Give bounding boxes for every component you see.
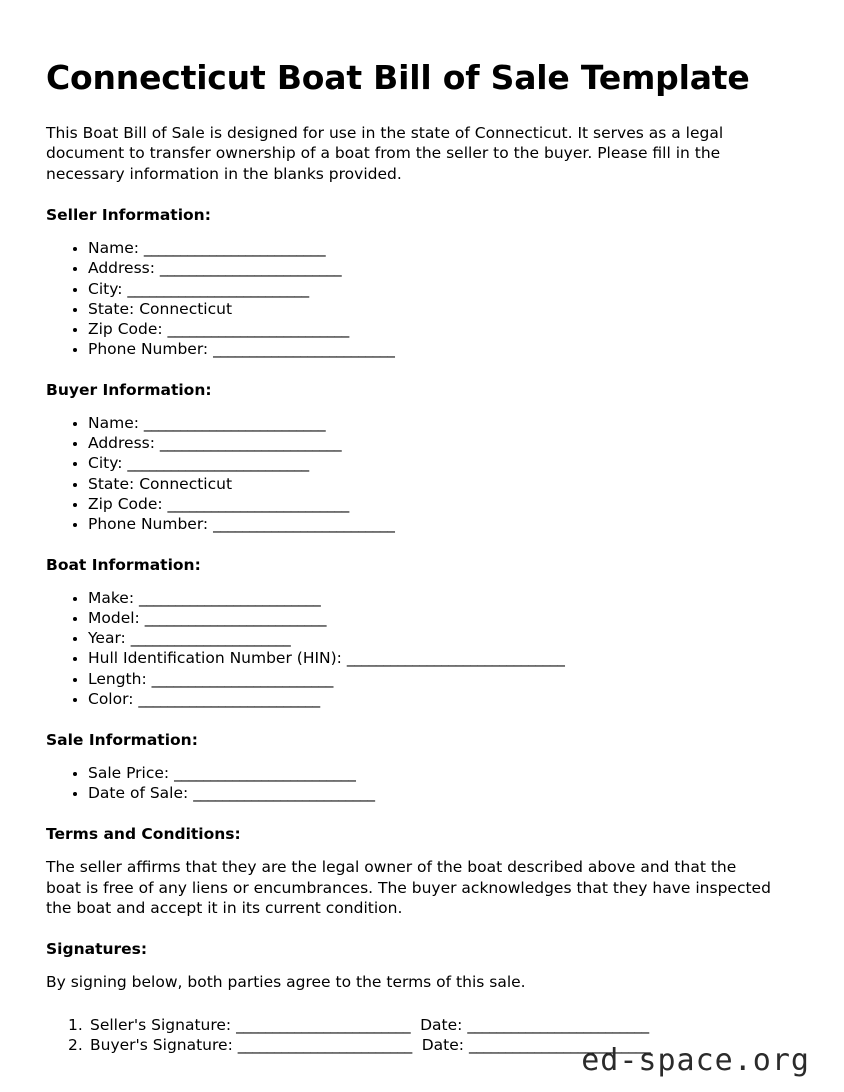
field-label: City: [88,454,123,473]
list-item [46,1015,798,1035]
field-label: State: [88,474,135,493]
list-item [46,608,798,628]
field-label: Phone Number: [88,514,209,533]
field-label: Address: [88,259,155,278]
field-blank[interactable]: _________________________ [213,340,395,359]
field-label: Model: [88,609,140,628]
list-item [46,514,798,534]
field-blank[interactable]: _________________________ [193,783,375,802]
field-label: Phone Number: [88,340,209,359]
list-item [46,433,798,453]
list-item [46,258,798,278]
signatures-paragraph: By signing below, both parties agree to the terms of this sale. [46,973,526,992]
intro-paragraph: This Boat Bill of Sale is designed for use in the state of Connecticut. It serves as a legal document to transfer ownership of a boat from the seller to the buyer. Please fill in the necessary information in the blanks provided. [46,123,724,183]
date-blank[interactable]: _________________________ [468,1036,651,1055]
list-item [46,474,798,494]
field-value: Connecticut [139,299,233,318]
field-label: Length: [88,669,147,688]
field-label: Make: [88,589,135,607]
field-label: Address: [88,434,155,453]
seller-information-list [46,238,798,359]
list-item [46,319,798,339]
field-label: Hull Identification Number (HIN): [88,649,342,668]
field-label: Zip Code: [88,494,163,513]
buyer-information-list [46,413,798,534]
list-item [46,494,798,514]
signature-blank[interactable]: ________________________ [237,1036,412,1055]
signature-label: Buyer's Signature: [90,1036,233,1055]
field-blank[interactable]: _________________________ [151,669,333,688]
field-label: Color: [88,689,134,708]
field-blank[interactable]: _________________________ [167,494,349,513]
signatures-heading: Signatures: [46,940,148,959]
sale-information-list [46,763,798,803]
signature-blank[interactable]: ________________________ [236,1015,411,1034]
field-blank[interactable]: _________________________ [159,434,342,453]
field-label: Sale Price: [88,763,170,782]
terms-and-conditions-heading: Terms and Conditions: [46,825,241,844]
field-label: Year: [88,629,126,648]
field-blank[interactable]: _________________________ [167,319,349,338]
date-blank[interactable]: _________________________ [467,1015,649,1034]
terms-paragraph: The seller affirms that they are the legal owner of the boat described above and that the boat is free of any liens or encumbrances. The buyer acknowledges that they have inspected the boat and accept it in its current condition. [46,858,771,918]
field-label: Name: [88,414,139,433]
list-item [46,279,798,299]
list-item [46,413,798,433]
field-blank[interactable]: ______________________________ [346,649,565,668]
list-item [46,669,798,689]
list-item [46,238,798,258]
field-blank[interactable]: _________________________ [143,414,326,433]
field-blank[interactable]: _________________________ [143,239,326,258]
field-blank[interactable]: _________________________ [213,514,395,533]
field-label: City: [88,279,123,298]
field-blank[interactable]: _________________________ [127,454,309,473]
field-label: State: [88,299,135,318]
field-blank[interactable]: ______________________ [130,629,291,648]
list-item [46,299,798,319]
list-item [46,648,798,668]
boat-information-heading: Boat Information: [46,556,201,574]
list-item [46,339,798,359]
list-item [46,628,798,648]
field-blank[interactable]: _________________________ [138,689,320,708]
field-blank[interactable]: _________________________ [127,279,309,298]
field-blank[interactable]: _________________________ [174,763,356,782]
list-item [46,453,798,473]
signature-label: Seller's Signature: [90,1015,232,1034]
page-title: Connecticut Boat Bill of Sale Template [46,58,750,97]
field-label: Zip Code: [88,319,163,338]
seller-information-heading: Seller Information: [46,206,211,225]
field-blank[interactable]: _________________________ [139,589,321,607]
buyer-information-heading: Buyer Information: [46,381,212,400]
sale-information-heading: Sale Information: [46,730,198,749]
watermark: ed-space.org [581,1043,810,1078]
date-label: Date: [421,1036,465,1055]
field-value: Connecticut [139,474,233,493]
list-item [46,588,798,608]
list-item [46,763,798,783]
list-item [46,783,798,803]
field-label: Name: [88,239,139,258]
field-label: Date of Sale: [88,783,189,802]
boat-information-list [46,588,798,709]
field-blank[interactable]: _________________________ [159,259,342,278]
field-blank[interactable]: _________________________ [144,609,326,628]
date-label: Date: [420,1015,463,1034]
list-item [46,689,798,709]
